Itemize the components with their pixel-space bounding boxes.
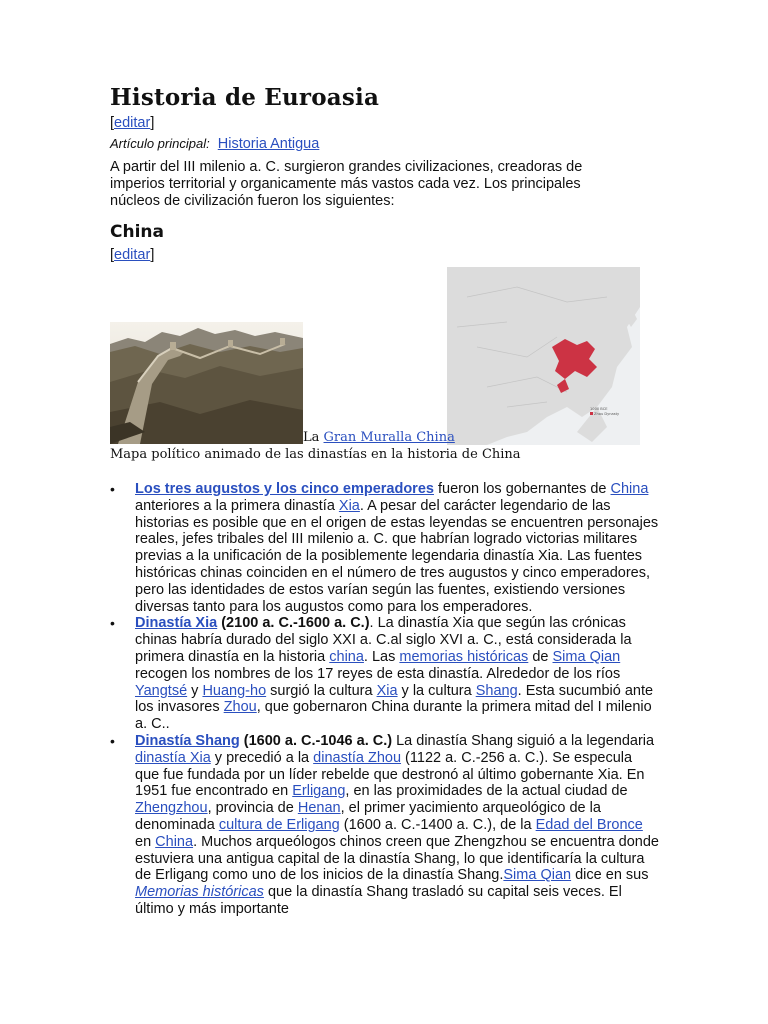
text: . Las [363, 648, 400, 665]
page-title: Historia de Euroasia [110, 84, 380, 111]
edit-section-link[interactable] [110, 247, 154, 263]
text: en [135, 833, 156, 850]
text: . A pesar del carácter legendario de las historias es posible que en el origen de estas leyendas se encuentren personajes reales, jefes tribales del III milenio a. C. que habrían logrado victorias militares previas a la unificación de la posiblemente legendaria dinastía Xia. Las fuentes históricas chinas coinciden en el número de tres augustos y cinco emperadores, pero las identidades de estos varían según las fuentes, existiendo versiones diversas tanto para los augustos como para los emperadores. [135, 497, 659, 615]
text: , el primer yacimiento arqueológico de la denominada [135, 800, 601, 833]
link-cultura-erligang[interactable]: cultura de Erligang [218, 816, 340, 833]
text: . La dinastía Xia que según las crónicas chinas habría durado del siglo XXI a. C.al siglo XVI a. C., está considerada la primera dinastía en la historia [135, 615, 632, 665]
edit-link[interactable]: editar [114, 115, 151, 131]
bracket-open: [ [110, 115, 115, 131]
text: recogen los nombres de los 17 reyes de esta dinastía. Alrededor de los ríos [135, 665, 621, 682]
text: La dinastía Shang siguió a la legendaria [392, 732, 655, 749]
link-erligang[interactable]: Erligang [292, 783, 346, 800]
dates: (2100 a. C.-1600 a. C.) [217, 615, 370, 632]
map-legend-year: 1000 BCE [590, 407, 608, 411]
intro-paragraph: A partir del III milenio a. C. surgieron grandes civilizaciones, creadoras de imperios territorial y organicamente más vastos cada vez. Los principales núcleos de civilización fueron los siguientes: [110, 159, 583, 209]
caption-prefix: La [303, 430, 324, 445]
text: , que gobernaron China durante la primera mitad del I milenio a. C.. [135, 699, 652, 733]
link-yangtse[interactable]: Yangtsé [135, 682, 188, 699]
text: . Muchos arqueólogos chinos creen que Zhengzhou se encuentra donde estuviera una antigua capital de la dinastía Shang, lo que identificaría la cultura de Erligang como uno de los inicios de la dinastía Shang. [135, 833, 659, 884]
text: (1600 a. C.-1400 a. C.), de la [339, 816, 536, 833]
great-wall-photo[interactable] [110, 322, 303, 444]
link-sima-qian[interactable]: Sima Qian [503, 867, 572, 884]
map-caption: Mapa político animado de las dinastías en la historia de China [110, 447, 521, 462]
text: dice en sus [571, 867, 649, 884]
list-item [110, 481, 660, 615]
text: . Esta sucumbió ante los invasores [135, 682, 654, 716]
dates: (1600 a. C.-1046 a. C.) [239, 732, 393, 749]
link-xia[interactable]: Xia [376, 682, 398, 699]
text: y precedió a la [210, 749, 314, 766]
text: que la dinastía Shang trasladó su capital seis veces. El último y más importante [135, 884, 622, 917]
link-shang[interactable]: Shang [475, 682, 518, 699]
text: y [187, 682, 203, 699]
link-zhengzhou[interactable]: Zhengzhou [135, 800, 208, 817]
text: y la cultura [397, 682, 476, 699]
text: (1122 a. C.-256 a. C.). Se especula que fue fundada por un líder rebelde que destronó al último gobernante Xia. En 1951 fue encontrado en [135, 749, 645, 800]
list-item [110, 615, 660, 733]
link-henan[interactable]: Henan [297, 800, 341, 817]
text: , en las proximidades de la actual ciudad de [345, 783, 628, 800]
section-heading-china: China [110, 222, 164, 242]
map-legend-dynasty: Zhou Dynasty [594, 412, 620, 416]
link-china[interactable]: China [155, 833, 194, 850]
image-caption [303, 430, 455, 445]
link-dinastia-xia[interactable]: Dinastía Xia [135, 615, 218, 632]
link-zhou[interactable]: Zhou [223, 699, 257, 716]
link-sima-qian[interactable]: Sima Qian [552, 648, 621, 665]
edit-link[interactable]: editar [114, 247, 151, 263]
text: fueron los gobernantes de [433, 481, 611, 497]
link-xia[interactable]: Xia [338, 497, 360, 514]
bracket-open: [ [110, 247, 115, 263]
link-tres-augustos[interactable]: Los tres augustos y los cinco emperadores [135, 481, 434, 497]
text: , provincia de [207, 800, 298, 817]
main-article-link[interactable]: Historia Antigua [217, 136, 320, 152]
link-china[interactable]: China [610, 481, 649, 497]
main-article-label: Artículo principal: [110, 136, 210, 151]
china-dynasties-map[interactable] [447, 267, 640, 445]
great-wall-link[interactable]: Gran Muralla China [323, 430, 455, 445]
link-china[interactable]: china [329, 648, 364, 665]
edit-section-link[interactable] [110, 115, 154, 131]
link-edad-bronce[interactable]: Edad del Bronce [535, 816, 643, 833]
dynasty-list [110, 481, 660, 918]
link-dinastia-zhou[interactable]: dinastía Zhou [313, 749, 402, 766]
list-item [110, 733, 660, 918]
link-memorias-historicas[interactable]: memorias históricas [399, 648, 529, 665]
text: de [528, 648, 553, 665]
main-article-note [110, 136, 319, 152]
text: anteriores a la primera dinastía [135, 497, 339, 514]
bracket-close: ] [150, 247, 155, 263]
bracket-close: ] [150, 115, 155, 131]
link-memorias-historicas[interactable]: Memorias históricas [135, 884, 264, 901]
link-huang-ho[interactable]: Huang-ho [202, 682, 267, 699]
link-dinastia-shang[interactable]: Dinastía Shang [135, 732, 240, 749]
link-dinastia-xia[interactable]: dinastía Xia [135, 749, 211, 766]
text: surgió la cultura [266, 682, 377, 699]
